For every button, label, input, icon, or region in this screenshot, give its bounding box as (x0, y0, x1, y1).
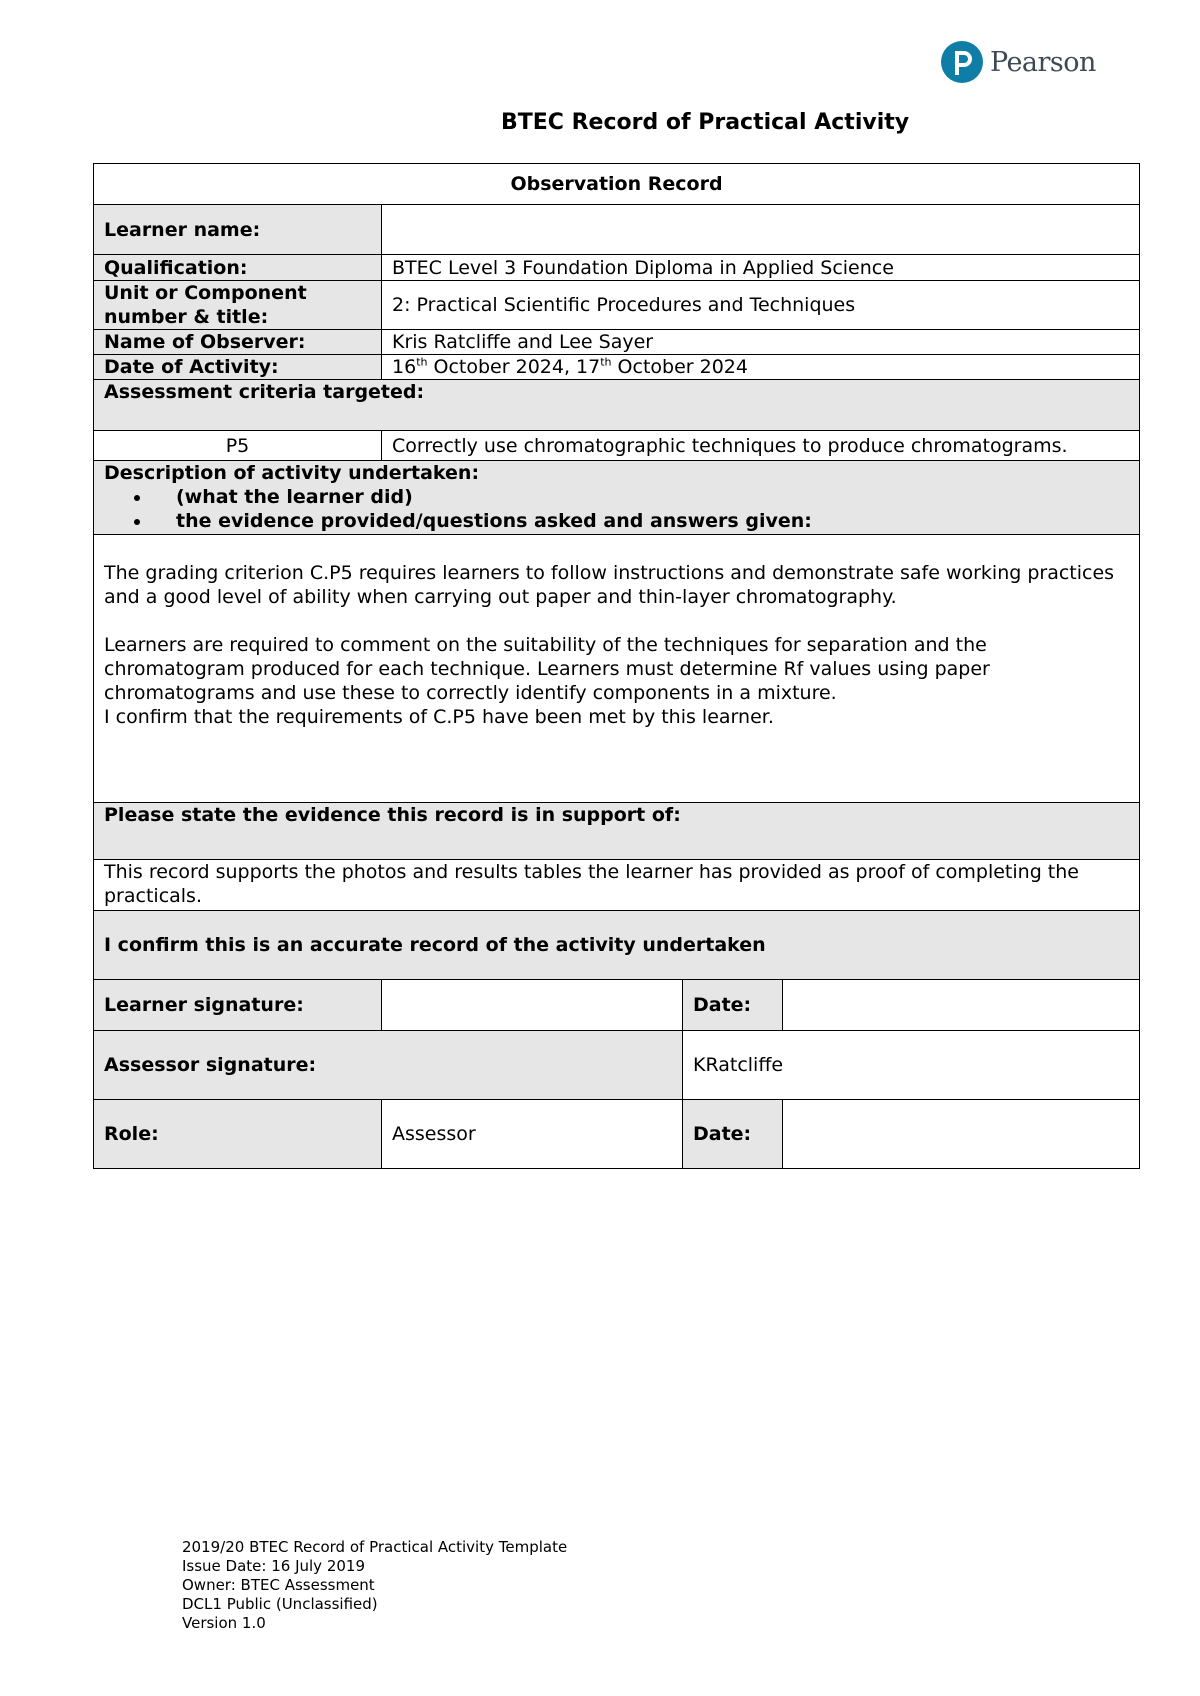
description-label: Description of activity undertaken: (104, 462, 480, 484)
learner-date-field[interactable] (783, 980, 1140, 1031)
unit-value: 2: Practical Scientific Procedures and Techniques (382, 281, 1140, 330)
observation-record-title: Observation Record (94, 164, 1140, 205)
criteria-label: Assessment criteria targeted: (94, 380, 1140, 431)
footer-owner: Owner: BTEC Assessment (182, 1576, 375, 1594)
learner-signature-label: Learner signature: (94, 980, 382, 1031)
pearson-p-logo-icon (940, 40, 984, 84)
description-bullet-1: • (what the learner did) (152, 485, 1129, 509)
confirm-statement: I confirm this is an accurate record of the activity undertaken (94, 911, 1140, 980)
date-suffix1: th (416, 355, 428, 369)
description-bullet-2: • the evidence provided/questions asked and answers given: (152, 509, 1129, 533)
unit-label (94, 281, 382, 330)
role-date-field[interactable] (783, 1100, 1140, 1169)
assessor-signature-label: Assessor signature: (94, 1031, 683, 1100)
evidence-value: This record supports the photos and results tables the learner has provided as proof of completing the practicals. (94, 860, 1140, 911)
description-confirm-line: I confirm that the requirements of C.P5 have been met by this learner. (104, 706, 774, 728)
date-of-activity-label: Date of Activity: (94, 355, 382, 380)
unit-label-line2: number & title: (104, 306, 269, 328)
document-title: BTEC Record of Practical Activity (501, 110, 910, 135)
date-of-activity-value (382, 355, 1140, 380)
learner-signature-field[interactable] (382, 980, 683, 1031)
footer-classification: DCL1 Public (Unclassified) (182, 1595, 378, 1613)
description-bullets (104, 485, 1129, 533)
criteria-code: P5 (94, 431, 382, 461)
observer-label: Name of Observer: (94, 330, 382, 355)
footer-issue-date: Issue Date: 16 July 2019 (182, 1557, 366, 1575)
qualification-value: BTEC Level 3 Foundation Diploma in Applied Science (382, 255, 1140, 281)
description-paragraph-1: The grading criterion C.P5 requires learners to follow instructions and demonstrate safe working practices and a good level of ability when carrying out paper and thin-layer chromatography. (104, 562, 1115, 608)
role-label: Role: (94, 1100, 382, 1169)
description-header (94, 461, 1140, 535)
observation-record-table (93, 163, 1140, 1169)
assessor-signature-value[interactable]: KRatcliffe (683, 1031, 1140, 1100)
evidence-label: Please state the evidence this record is in support of: (94, 803, 1140, 860)
date-suffix2: th (600, 355, 612, 369)
learner-name-field[interactable] (382, 205, 1140, 255)
date-rest1: October 2024, 17 (427, 356, 601, 378)
footer (182, 1538, 567, 1633)
footer-version: Version 1.0 (182, 1614, 266, 1632)
pearson-logo (940, 38, 1096, 86)
description-paragraph-2: Learners are required to comment on the suitability of the techniques for separation and the chromatogram produced for each technique. Learners must determine Rf values using paper chromatograms and use these to correctly identify components in a mixture. (104, 634, 990, 704)
description-body (94, 535, 1140, 803)
criteria-description: Correctly use chromatographic techniques to produce chromatograms. (382, 431, 1140, 461)
role-value[interactable]: Assessor (382, 1100, 683, 1169)
pearson-wordmark: Pearson (990, 46, 1096, 78)
date-day1: 16 (392, 356, 417, 378)
observer-value: Kris Ratcliffe and Lee Sayer (382, 330, 1140, 355)
learner-name-label: Learner name: (94, 205, 382, 255)
date-rest2: October 2024 (611, 356, 748, 378)
learner-date-label: Date: (683, 980, 783, 1031)
footer-template-name: 2019/20 BTEC Record of Practical Activity Template (182, 1538, 568, 1556)
role-date-label: Date: (683, 1100, 783, 1169)
qualification-label: Qualification: (94, 255, 382, 281)
unit-label-line1: Unit or Component (104, 282, 307, 304)
